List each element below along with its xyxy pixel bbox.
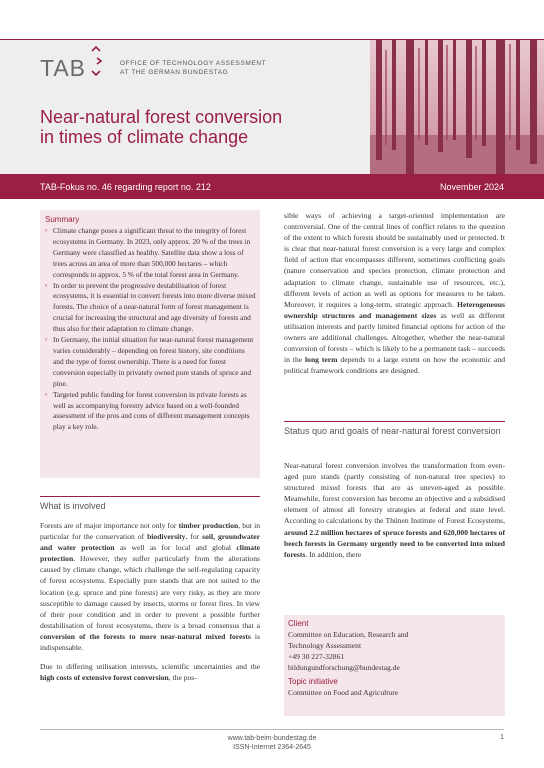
what-involved-text — [40, 520, 260, 691]
summary-item — [45, 226, 257, 281]
client-box — [284, 615, 505, 716]
client-line-2: Technology Assessment — [288, 641, 362, 650]
section-heading-status: Status quo and goals of near-natural forest conversion — [284, 421, 505, 437]
org-line-2: AT THE GERMAN BUNDESTAG — [120, 69, 229, 76]
footer-rule — [40, 729, 504, 730]
client-heading: Client — [288, 619, 309, 628]
client-email[interactable]: bildungundforschung@bundestag.de — [288, 663, 400, 672]
chevron-right-icon: › — [45, 391, 47, 398]
summary-box — [40, 210, 260, 478]
right-column-text — [284, 210, 505, 384]
summary-item-text: In Germany, the initial situation for near-natural forest management varies considerably – depending on forest history, site conditions and the type of forest ownership. There is a need for forest conversion especially in privately owned pure stands of spruce and pine. — [53, 335, 254, 388]
title-line-2: in times of climate change — [40, 127, 249, 147]
topic-value: Committee on Food and Agriculture — [288, 688, 399, 697]
footer-url[interactable]: www.tab-beim-bundestag.de — [227, 735, 317, 742]
page-number: 1 — [500, 734, 504, 741]
client-line-1: Committee on Education, Research and — [288, 630, 409, 639]
tab-logo: TAB — [40, 55, 87, 81]
logo-chevrons-icon — [89, 45, 103, 77]
org-line-1: OFFICE OF TECHNOLOGY ASSESSMENT — [120, 60, 267, 67]
footer — [0, 734, 544, 752]
organization-name — [120, 59, 266, 77]
summary-item — [45, 281, 257, 336]
summary-item-text: In order to prevent the progressive destabilisation of forest ecosystems, it is essential to convert forests into more diverse mixed forests. The choice of a near-natural form of forest management is crucial for increasing the structural and age diversity of forests and thus also for their adaptation to climate change. — [53, 280, 256, 334]
summary-list — [45, 226, 257, 433]
forest-photo — [370, 40, 544, 174]
chevron-right-icon: › — [45, 337, 47, 344]
page-title — [40, 107, 282, 147]
section-heading-what-involved: What is involved — [40, 496, 260, 511]
summary-item-text: Targeted public funding for forest conversion in private forests as well as accompanying forestry advice based on a well-founded assessment of the pros and cons of different management concepts play a key role. — [53, 389, 250, 432]
paragraph: Forests are of major importance not only for timber production, but in particular for the conservation of biodiversity, for soil, groundwater and water protection as well as for local and global climate protection. However, they suffer particularly from the alterations caused by climate change, which challenge the self-regulating capacity of forest ecosystems. Especially pure stands that are not suited to the location (e.g. spruce and pine forests) are very risky, as they are more susceptible to damage caused by insects, storms or forest fires. In view of their poor condition and in order to prevent a possible further destabilisation of forest ecosystems, there is a broad consensus that a conversion of the forests to more near-natural mixed forests is indispensable. — [40, 521, 260, 653]
footer-issn: ISSN-Internet 2364-2645 — [233, 744, 311, 751]
chevron-right-icon: › — [45, 228, 47, 234]
summary-heading: Summary — [45, 215, 80, 224]
paragraph: Near-natural forest conversion involves the transformation from even-aged pure stands (partly consisting of non-natural tree species) to structured mixed forests that are as uneven-aged as possible. Meanwhile, forest conversion has become an objective and a subsidised element of almost all forestry strategies at federal and state level. According to calculations by the Thünen Institute of Forest Ecosystems, around 2.2 million hectares of spruce forests and 620,000 hectares of beech forests in Germany urgently need to be converted into mixed forests. In addition, there — [284, 461, 505, 559]
paragraph: Due to differing utilisation interests, scientific uncertainties and the high costs of extensive forest conversion, the pos- — [40, 662, 260, 683]
issue-band — [0, 174, 544, 199]
paragraph: sible ways of achieving a target-oriented implementation are controversial. One of the central lines of conflict relates to the question of the extent to which forests should be sustainably used or protected. It is clear that near-natural forest conversion is a very large and complex field of action that encompasses different, sometimes conflicting goals (nature conservation and species protection, climate protection and adaptation to climate change, sustainable use of resources, etc.), different levels of action as well as options for measures to be taken. Moreover, it requires a long-term, strategic approach. Heterogeneous ownership structures and management sizes as well as different utilisation interests and partly limited financial options for action of the owners are additional challenges. Altogether, whether the near-natural conversion of forests – which is likely to be a permanent task – succeeds in the long term depends to a large extent on how the economic and political framework conditions are designed. — [284, 211, 506, 376]
status-text — [284, 460, 505, 568]
summary-item — [45, 335, 257, 390]
title-line-1: Near-natural forest conversion — [40, 107, 283, 127]
topic-heading: Topic initiative — [288, 677, 338, 686]
client-phone: +49 30 227-32861 — [288, 652, 345, 661]
issue-date: November 2024 — [439, 182, 504, 192]
summary-item — [45, 390, 257, 434]
summary-item-text: Climate change poses a significant threat to the integrity of forest ecosystems in Germany. In 2023, only approx. 20 % of the trees in Germany were classified as healthy. Satellite data show a loss of trees across an area of more than 500,000 hectares – which corresponds to approx. 5 % of the total forest area in Germany. — [53, 226, 251, 279]
issue-label: TAB-Fokus no. 46 regarding report no. 212 — [40, 182, 211, 192]
chevron-right-icon: › — [45, 282, 47, 289]
